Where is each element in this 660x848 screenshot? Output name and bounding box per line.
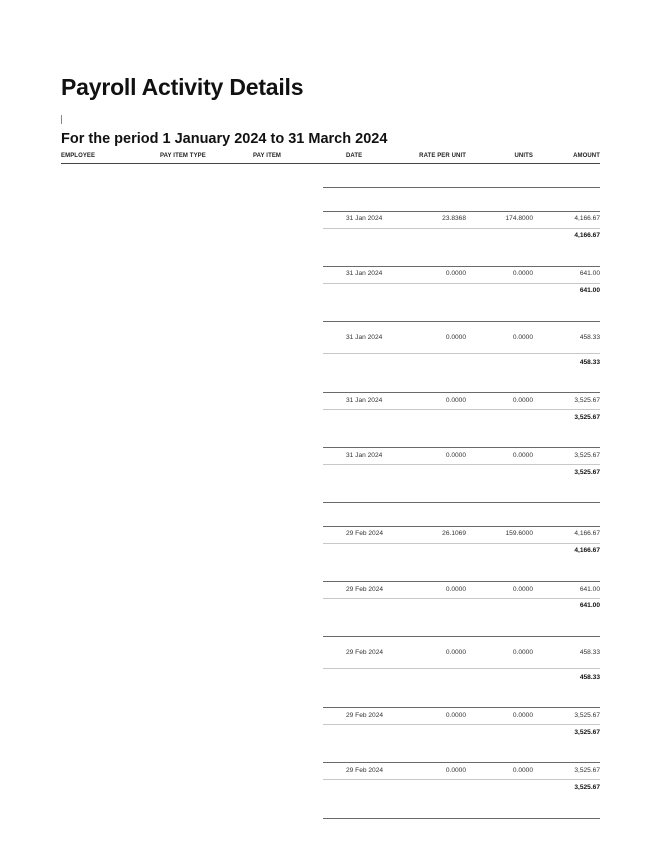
divider — [323, 543, 600, 544]
cell-amount: 641.00 — [579, 270, 600, 277]
cell-subtotal: 3,525.67 — [574, 414, 600, 421]
column-header-employee: EMPLOYEE — [61, 153, 96, 159]
header-rule — [61, 163, 600, 164]
divider — [323, 818, 600, 819]
report-title: Payroll Activity Details — [61, 74, 304, 100]
column-header-units: UNITS — [514, 153, 533, 159]
divider — [323, 447, 600, 448]
text-cursor-mark — [61, 115, 62, 124]
cell-subtotal: 3,525.67 — [574, 784, 600, 791]
cell-date: 31 Jan 2024 — [346, 452, 383, 459]
cell-subtotal: 641.00 — [579, 602, 600, 609]
cell-amount: 3,525.67 — [574, 452, 600, 459]
divider — [323, 526, 600, 527]
cell-subtotal: 3,525.67 — [574, 469, 600, 476]
cell-date: 29 Feb 2024 — [346, 530, 384, 537]
column-header-pay-item: PAY ITEM — [253, 153, 282, 159]
column-header-pay-item-type: PAY ITEM TYPE — [160, 153, 206, 159]
cell-units: 0.0000 — [512, 586, 533, 593]
divider — [323, 502, 600, 503]
divider — [323, 779, 600, 780]
cell-rate: 0.0000 — [445, 712, 466, 719]
cell-date: 31 Jan 2024 — [346, 270, 383, 277]
divider — [323, 187, 600, 188]
cell-subtotal: 641.00 — [579, 287, 600, 294]
cell-subtotal: 3,525.67 — [574, 729, 600, 736]
cell-units: 0.0000 — [512, 334, 533, 341]
cell-rate: 0.0000 — [445, 452, 466, 459]
cell-date: 29 Feb 2024 — [346, 586, 384, 593]
divider — [323, 581, 600, 582]
cell-rate: 0.0000 — [445, 649, 466, 656]
column-header-date: DATE — [346, 153, 363, 159]
cell-date: 31 Jan 2024 — [346, 334, 383, 341]
divider — [323, 211, 600, 212]
divider — [323, 283, 600, 284]
cell-units: 174.8000 — [505, 215, 533, 222]
cell-rate: 26.1069 — [442, 530, 466, 537]
divider — [323, 321, 600, 322]
cell-subtotal: 4,166.67 — [574, 547, 600, 554]
cell-date: 31 Jan 2024 — [346, 215, 383, 222]
cell-date: 29 Feb 2024 — [346, 649, 384, 656]
cell-units: 0.0000 — [512, 452, 533, 459]
cell-amount: 3,525.67 — [574, 767, 600, 774]
divider — [323, 464, 600, 465]
cell-rate: 0.0000 — [445, 270, 466, 277]
cell-amount: 3,525.67 — [574, 712, 600, 719]
cell-rate: 0.0000 — [445, 586, 466, 593]
divider — [323, 392, 600, 393]
divider — [323, 598, 600, 599]
cell-units: 0.0000 — [512, 712, 533, 719]
cell-date: 29 Feb 2024 — [346, 767, 384, 774]
divider — [323, 707, 600, 708]
column-header-rate-per-unit: RATE PER UNIT — [419, 153, 466, 159]
cell-date: 31 Jan 2024 — [346, 397, 383, 404]
divider — [323, 409, 600, 410]
cell-amount: 458.33 — [579, 334, 600, 341]
cell-date: 29 Feb 2024 — [346, 712, 384, 719]
cell-amount: 641.00 — [579, 586, 600, 593]
cell-amount: 458.33 — [579, 649, 600, 656]
cell-units: 0.0000 — [512, 767, 533, 774]
cell-subtotal: 458.33 — [579, 674, 600, 681]
cell-units: 159.6000 — [505, 530, 533, 537]
cell-subtotal: 458.33 — [579, 359, 600, 366]
divider — [323, 228, 600, 229]
cell-rate: 0.0000 — [445, 334, 466, 341]
report-period: For the period 1 January 2024 to 31 March 2024 — [61, 131, 388, 147]
cell-amount: 4,166.67 — [574, 215, 600, 222]
cell-subtotal: 4,166.67 — [574, 232, 600, 239]
cell-amount: 3,525.67 — [574, 397, 600, 404]
column-header-amount: AMOUNT — [573, 153, 600, 159]
divider — [323, 762, 600, 763]
cell-units: 0.0000 — [512, 649, 533, 656]
divider — [323, 636, 600, 637]
divider — [323, 724, 600, 725]
divider — [323, 668, 600, 669]
cell-rate: 0.0000 — [445, 397, 466, 404]
cell-units: 0.0000 — [512, 270, 533, 277]
cell-rate: 23.8368 — [442, 215, 466, 222]
divider — [323, 266, 600, 267]
cell-amount: 4,166.67 — [574, 530, 600, 537]
divider — [323, 353, 600, 354]
cell-rate: 0.0000 — [445, 767, 466, 774]
cell-units: 0.0000 — [512, 397, 533, 404]
